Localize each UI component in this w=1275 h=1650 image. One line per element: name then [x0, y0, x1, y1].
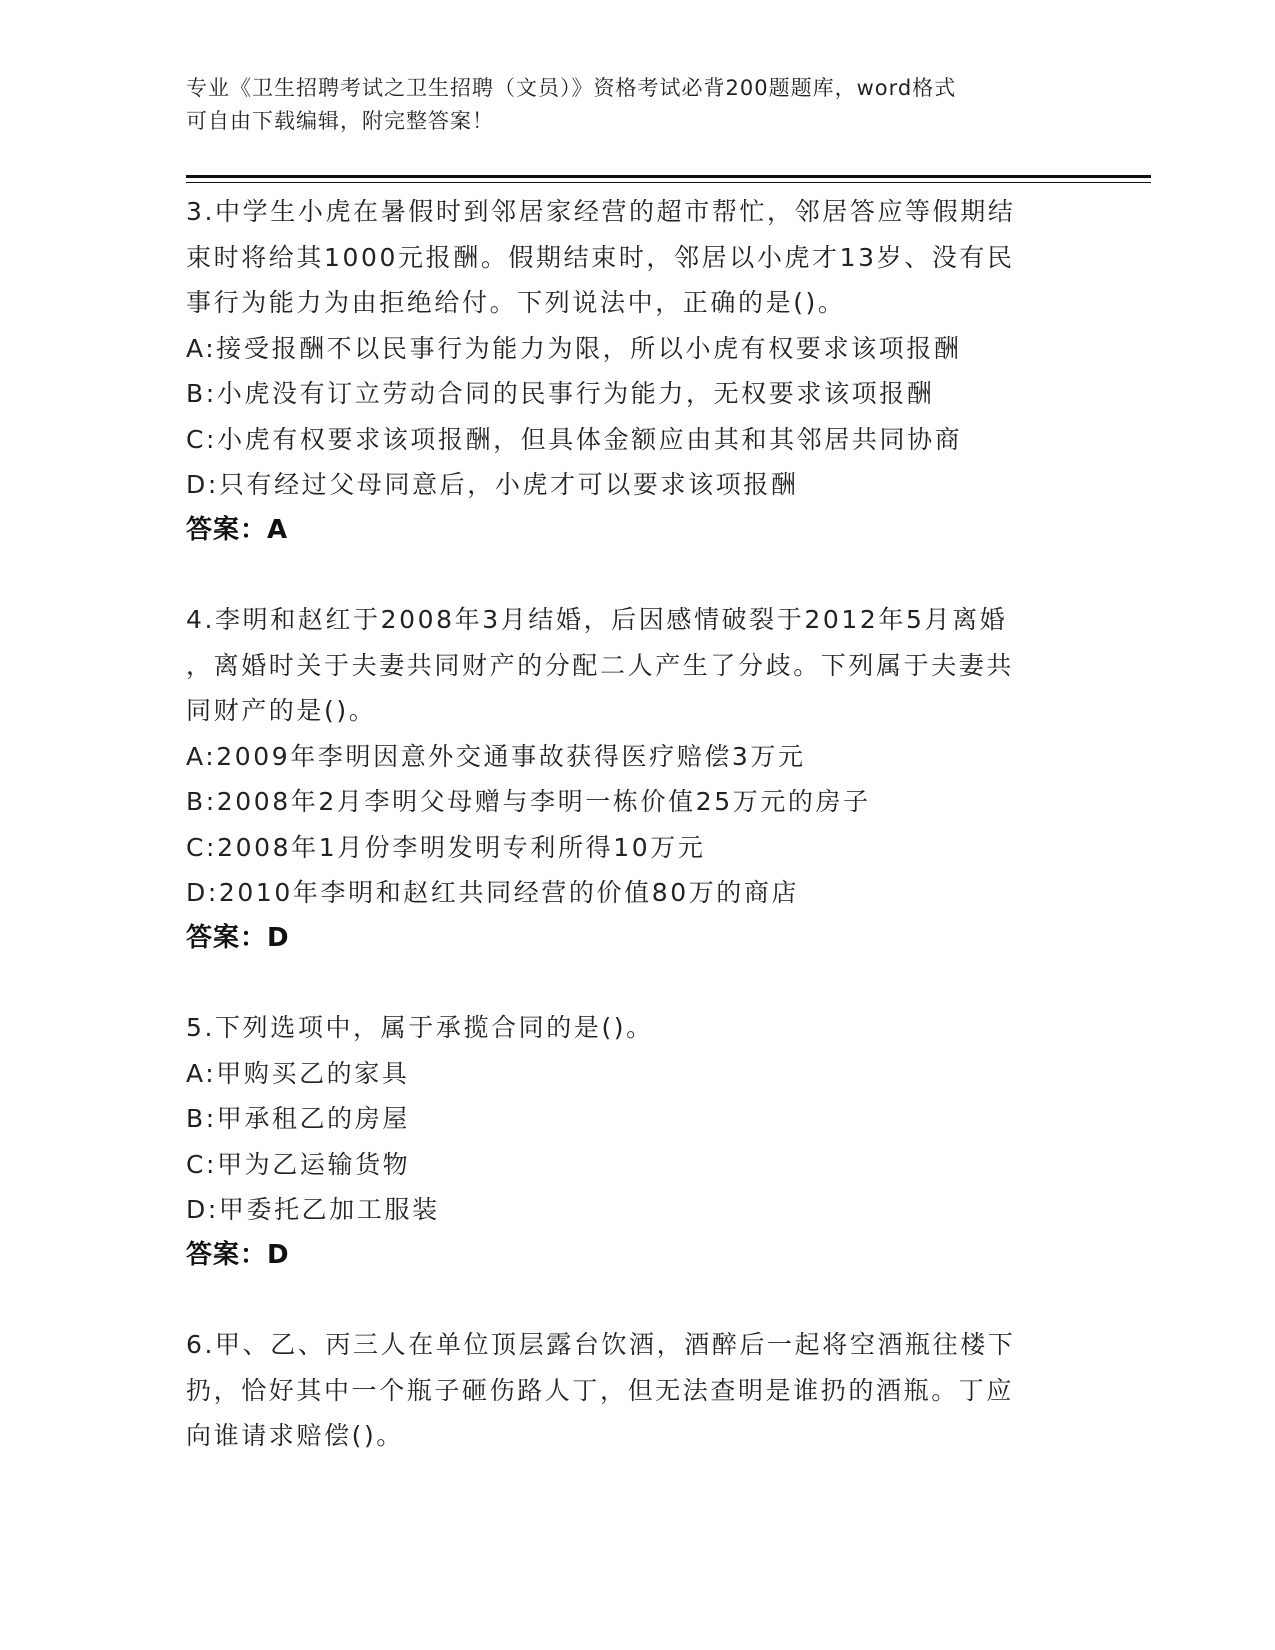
stem-line: 6.甲、乙、丙三人在单位顶层露台饮酒，酒醉后一起将空酒瓶往楼下: [186, 1330, 1016, 1359]
header-divider-thick: [186, 175, 1151, 178]
stem-line: 向谁请求赔偿()。: [186, 1421, 404, 1450]
header-divider-thin: [186, 182, 1151, 183]
answer-label: 答案：D: [186, 922, 290, 953]
question-5: [186, 1005, 1066, 1278]
answer-label: 答案：D: [186, 1239, 290, 1270]
header-line-1: 专业《卫生招聘考试之卫生招聘（文员）》资格考试必背200题题库，word格式: [186, 76, 957, 100]
stem-line: 束时将给其1000元报酬。假期结束时，邻居以小虎才13岁、没有民: [186, 242, 1015, 272]
option-d: D:只有经过父母同意后，小虎才可以要求该项报酬: [186, 470, 799, 499]
option-b: B:小虎没有订立劳动合同的民事行为能力，无权要求该项报酬: [186, 379, 935, 408]
option-b: B:2008年2月李明父母赠与李明一栋价值25万元的房子: [186, 787, 871, 816]
option-c: C:2008年1月份李明发明专利所得10万元: [186, 832, 706, 862]
stem-line: 5.下列选项中，属于承揽合同的是()。: [186, 1013, 654, 1042]
stem-line: 同财产的是()。: [186, 696, 377, 725]
option-b: B:甲承租乙的房屋: [186, 1104, 410, 1133]
header-line-2: 可自由下载编辑，附完整答案！: [186, 109, 494, 133]
question-stem: [186, 597, 1066, 734]
question-3: [186, 189, 1066, 553]
stem-line: 扔，恰好其中一个瓶子砸伤路人丁，但无法查明是谁扔的酒瓶。丁应: [186, 1375, 1015, 1405]
stem-line: 4.李明和赵红于2008年3月结婚，后因感情破裂于2012年5月离婚: [186, 605, 1008, 634]
option-a: A:2009年李明因意外交通事故获得医疗赔偿3万元: [186, 741, 806, 771]
option-d: D:甲委托乙加工服装: [186, 1195, 440, 1224]
option-c: C:小虎有权要求该项报酬，但具体金额应由其和其邻居共同协商: [186, 424, 963, 454]
answer-label: 答案：A: [186, 514, 289, 545]
stem-line: ，离婚时关于夫妻共同财产的分配二人产生了分歧。下列属于夫妻共: [186, 650, 1015, 680]
question-6: [186, 1322, 1066, 1459]
option-a: A:甲购买乙的家具: [186, 1058, 410, 1088]
document-header: [186, 72, 1066, 138]
question-stem: [186, 189, 1066, 326]
question-stem: [186, 1322, 1066, 1459]
option-d: D:2010年李明和赵红共同经营的价值80万的商店: [186, 878, 800, 907]
stem-line: 事行为能力为由拒绝给付。下列说法中，正确的是()。: [186, 288, 846, 317]
question-list: [186, 189, 1066, 1503]
option-c: C:甲为乙运输货物: [186, 1149, 411, 1179]
question-4: [186, 597, 1066, 961]
option-a: A:接受报酬不以民事行为能力为限，所以小虎有权要求该项报酬: [186, 333, 962, 363]
question-stem: [186, 1005, 1066, 1051]
stem-line: 3.中学生小虎在暑假时到邻居家经营的超市帮忙，邻居答应等假期结: [186, 197, 1016, 226]
